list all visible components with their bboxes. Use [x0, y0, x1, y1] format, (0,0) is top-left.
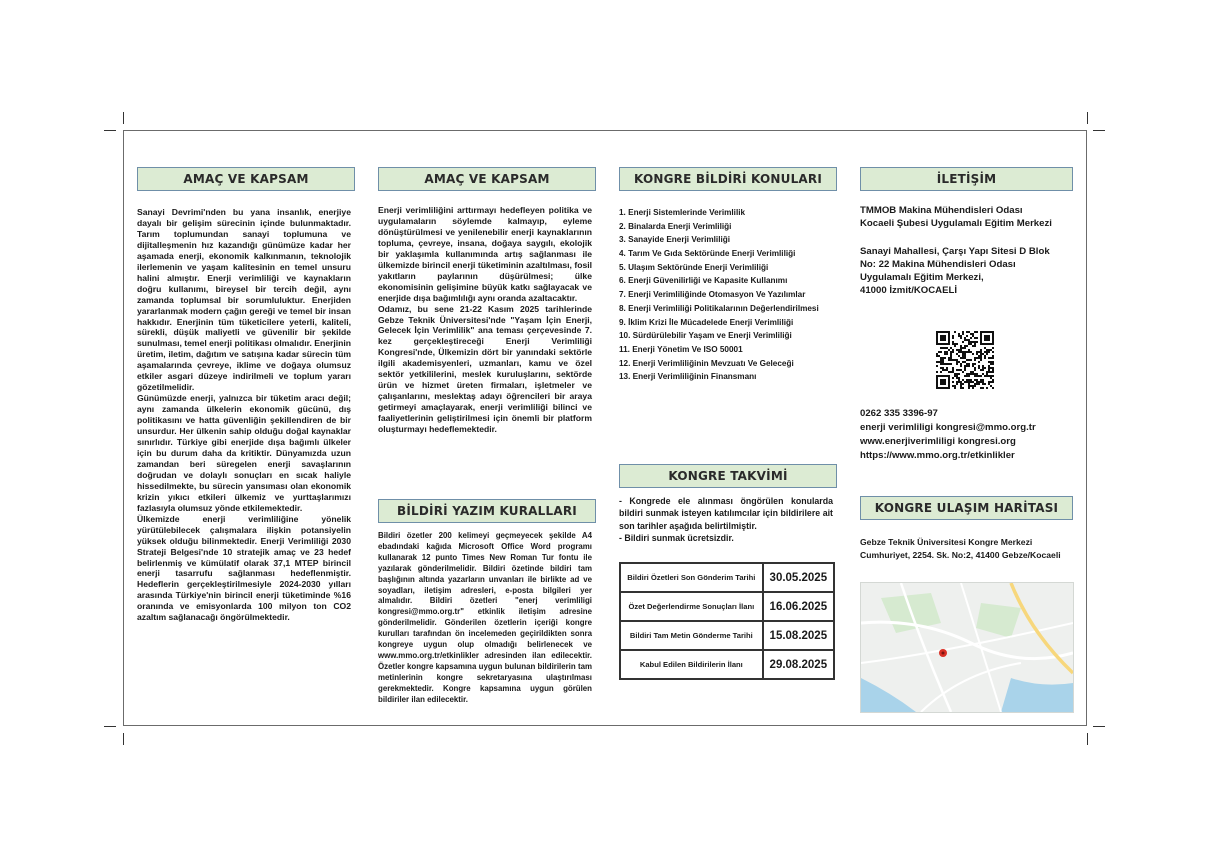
- col4-header: İLETİŞİM: [860, 167, 1073, 191]
- date-value: 30.05.2025: [763, 563, 834, 592]
- col1-header: AMAÇ VE KAPSAM: [137, 167, 355, 191]
- col1-paragraph-1: Sanayi Devrimi'nden bu yana insanlık, enerjiye dayalı bir gelişim sürecinin içinde bulunmaktadır. Tarım toplumundan sanayi toplumuna ve dijitalleşmenin hız kazandığı günümüze kadar her aşamada enerji, ekonomik kalkınmanın, teknolojik ilerlemenin ve yaşam kalitesinin en temel unsuru halini almıştır. Enerji verimliliği ve kaynakların doğru kullanımı, bireysel bir tercih değil, aynı zamanda toplumsal bir sorumluluktur. Enerjiden yararlanmak modern çağın gereği ve temel bir insan hakkıdır. Enerjinin tüm tüketicilere yeterli, kaliteli, sürekli, düşük maliyetli ve güvenilir bir şekilde sunulması, temel enerji politikası olmalıdır. Enerjinin üretim, iletim, dağıtım ve satışına kadar sürecin tüm aşamalarında çevreye, iklime ve doğaya olumsuz etkiler asgari düzeye indirilmeli ve toplum yararı gözetilmelidir.: [137, 207, 351, 393]
- dates-row: [620, 650, 834, 679]
- col1-paragraph-3: Ülkemizde enerji verimliliğine yönelik yürütülebilecek çalışmalara ilişkin potansiyelin yüksek olduğu bilinmektedir. Enerji Verimliliği 2030 Strateji Belgesi'nde 10 stratejik amaç ve 23 hedef belirlenmiş ve kümülatif olarak 37,1 MTEP birincil enerji tasarrufu sağlanması hedeflenmiştir. Hedeflerin gerçekleştirilmesiyle 2024-2030 yılları arasında Türkiye'nin birincil enerji tüketiminde %16 oranında ve emisyonlarda 100 milyon ton CO2 azaltım sağlanacağı öngörülmektedir.: [137, 513, 351, 623]
- topic-item: 11. Enerji Yönetim Ve ISO 50001: [619, 344, 743, 354]
- topic-item: 6. Enerji Güvenilirliği ve Kapasite Kullanımı: [619, 276, 788, 286]
- phone-number: 0262 335 3396-97: [860, 408, 938, 419]
- address: [860, 245, 1050, 297]
- crop-mark: [123, 733, 124, 745]
- topic-item: 13. Enerji Verimliliğinin Finansmanı: [619, 372, 757, 382]
- address-line-2: No: 22 Makina Mühendisleri Odası: [860, 259, 1016, 270]
- col2-rules-text: [378, 531, 592, 706]
- topic-item: 5. Ulaşım Sektöründe Enerji Verimliliği: [619, 262, 769, 272]
- fee-note-text: - Bildiri sunmak ücretsizdir.: [619, 533, 734, 544]
- col1-text: [137, 207, 351, 623]
- email-link[interactable]: enerji verimliligi kongresi@mmo.org.tr: [860, 422, 1036, 433]
- address-line-4: 41000 İzmit/KOCAELİ: [860, 285, 958, 296]
- dates-row: [620, 563, 834, 592]
- topic-item: 9. İklim Krizi İle Mücadelede Enerji Verimliliği: [619, 317, 794, 327]
- calendar-note: [619, 495, 833, 545]
- dates-row: [620, 592, 834, 621]
- org-line-2: Kocaeli Şubesi Uygulamalı Eğitim Merkezi: [860, 218, 1052, 229]
- col2-paragraph-2: Odamız, bu sene 21-22 Kasım 2025 tarihlerinde Gebze Teknik Üniversitesi'nde "Yaşam İçin Enerji, Gelecek İçin Verimlilik" ana teması çerçevesinde 7. kez gerçekleştireceği Enerji Verimliliği Kongresi'nde, Ülkemizin dört bir yanındaki sektörle ilgili akademisyenleri, uzmanları, kamu ve özel sektör yetkililerini, meslek kuruluşlarını, sektörde ürün ve hizmet üreten firmaları, işletmeler ve çalışanlarını, meslektaş adayı öğrencileri bir araya getirmeyi amaçlayarak, enerji verimliliği bilinci ve faaliyetlerinin geliştirilmesi için önemli bir platform oluşturmayı hedeflemektedir.: [378, 303, 592, 435]
- col2-header-rules: BİLDİRİ YAZIM KURALLARI: [378, 499, 596, 523]
- dates-table: [619, 562, 835, 680]
- col2-header: AMAÇ VE KAPSAM: [378, 167, 596, 191]
- crop-mark: [104, 130, 116, 131]
- crop-mark: [123, 112, 124, 124]
- venue-address: Cumhuriyet, 2254. Sk. No:2, 41400 Gebze/Kocaeli: [860, 550, 1061, 560]
- topic-item: 12. Enerji Verimliliğinin Mevzuatı Ve Geleceği: [619, 358, 794, 368]
- map-graphic: [861, 583, 1073, 712]
- venue-name: Gebze Teknik Üniversitesi Kongre Merkezi: [860, 537, 1033, 547]
- calendar-note-text: - Kongrede ele alınması öngörülen konularda bildiri sunmak isteyen katılımcılar için bildirilere ait son tarihler aşağıda belirtilmiştir.: [619, 496, 833, 531]
- address-line-1: Sanayi Mahallesi, Çarşı Yapı Sitesi D Blok: [860, 246, 1050, 257]
- topics-list: [619, 206, 837, 384]
- date-value: 16.06.2025: [763, 592, 834, 621]
- venue-info: [860, 536, 1061, 562]
- crop-mark: [1087, 112, 1088, 124]
- date-value: 15.08.2025: [763, 621, 834, 650]
- location-map[interactable]: [860, 582, 1074, 713]
- brochure-sheet: [123, 130, 1087, 726]
- contact-info: [860, 407, 1036, 463]
- col2-paragraph-1: Enerji verimliliğini arttırmayı hedefleyen politika ve uygulamaların söylemde kalmayıp, eyleme dönüştürülmesi ve yenilenebilir enerji kaynaklarının topluma, çevreye, insana, doğaya saygılı, ekolojik bir yaklaşımla kullanımında artış sağlanması ile ülkemizde birincil enerji tüketiminin azaltılması, fosil yakıtların paylarının düşürülmesi; ülke ekonomisinin gelişimine büyük katkı sağlayacak ve enerjide dışa bağımlılığı aynı oranda azaltacaktır.: [378, 205, 592, 303]
- topic-item: 1. Enerji Sistemlerinde Verimlilik: [619, 208, 746, 217]
- date-value: 29.08.2025: [763, 650, 834, 679]
- qr-code-icon[interactable]: [936, 331, 994, 389]
- topic-item: 8. Enerji Verimliliği Politikalarının Değerlendirilmesi: [619, 303, 819, 313]
- address-line-3: Uygulamalı Eğitim Merkezi,: [860, 272, 984, 283]
- col2-text: [378, 205, 592, 435]
- website-link[interactable]: www.enerjiverimliligi kongresi.org: [860, 436, 1016, 447]
- col3-header: KONGRE BİLDİRİ KONULARI: [619, 167, 837, 191]
- topic-item: 10. Sürdürülebilir Yaşam ve Enerji Verimliliği: [619, 331, 792, 341]
- events-link[interactable]: https://www.mmo.org.tr/etkinlikler: [860, 450, 1015, 461]
- date-label: Kabul Edilen Bildirilerin İlanı: [620, 650, 763, 679]
- organization: [860, 204, 1052, 230]
- date-label: Bildiri Tam Metin Gönderme Tarihi: [620, 621, 763, 650]
- col2-rules: Bildiri özetler 200 kelimeyi geçmeyecek şekilde A4 ebadındaki kağıda Microsoft Office Word programı kullanarak 12 punto Times New Roman Tur fontu ile yazılarak gönderilmelidir. Bildiri özetinde bildiri tam başlığının altında yazarların unvanları ile birlikte ad ve soyadları, iletişim adresleri, e-posta bilgileri yer almalıdır. Bildiri özetleri "enerj verimliligi kongresi@mmo.org.tr" etkinlik iletişim adresine gönderilmelidir. Gönderilen özetlerin içeriği kongre kurulları tarafından ön incelemeden geçirildikten sonra kongreye uygun olup olmadığı belirlenecek ve www.mmo.org.tr/etkinlikler adresinden ilan edilecektir. Özetler kongre kapsamına uygun bulunan bildirilerin tam metinlerinin kongre sekretaryasına ulaştırılması gerekmektedir. Kongre kapsamına uygun görülen bildiriler ilan edilecektir.: [378, 531, 592, 704]
- col4-header-map: KONGRE ULAŞIM HARİTASI: [860, 496, 1073, 520]
- col1-paragraph-2: Günümüzde enerji, yalnızca bir tüketim aracı değil; aynı zamanda ülkelerin ekonomik gücünü, dış politikasını ve hatta güvenliğin şekillendiren de bir unsurdur. Her ülkenin sahip olduğu doğal kaynaklar sınırlıdır. Türkiye gibi enerjide dışa bağımlı ülkeler için bu durum daha da kritiktir. Dünyamızda uzun zamandan beri süregelen enerji savaşlarının doğrudan ve dolaylı sonuçları en sıcak haliyle hissedilmekte, bu sürecin yansıması olan ekonomik krizin yıkıcı etkileri ülkemiz ve yurttaşlarımızı fazlasıyla olumsuz yönde etkilemektedir.: [137, 393, 351, 513]
- crop-mark: [1093, 130, 1105, 131]
- crop-mark: [104, 726, 116, 727]
- dates-row: [620, 621, 834, 650]
- date-label: Bildiri Özetleri Son Gönderim Tarihi: [620, 563, 763, 592]
- col3-header-calendar: KONGRE TAKVİMİ: [619, 464, 837, 488]
- topic-item: 3. Sanayide Enerji Verimliliği: [619, 235, 731, 245]
- crop-mark: [1093, 726, 1105, 727]
- org-line-1: TMMOB Makina Mühendisleri Odası: [860, 205, 1023, 216]
- topic-item: 7. Enerji Verimliliğinde Otomasyon Ve Yazılımlar: [619, 290, 806, 300]
- date-label: Özet Değerlendirme Sonuçları İlanı: [620, 592, 763, 621]
- topic-item: 2. Binalarda Enerji Verimliliği: [619, 221, 732, 231]
- topic-item: 4. Tarım Ve Gıda Sektöründe Enerji Verimliliği: [619, 249, 796, 259]
- crop-mark: [1087, 733, 1088, 745]
